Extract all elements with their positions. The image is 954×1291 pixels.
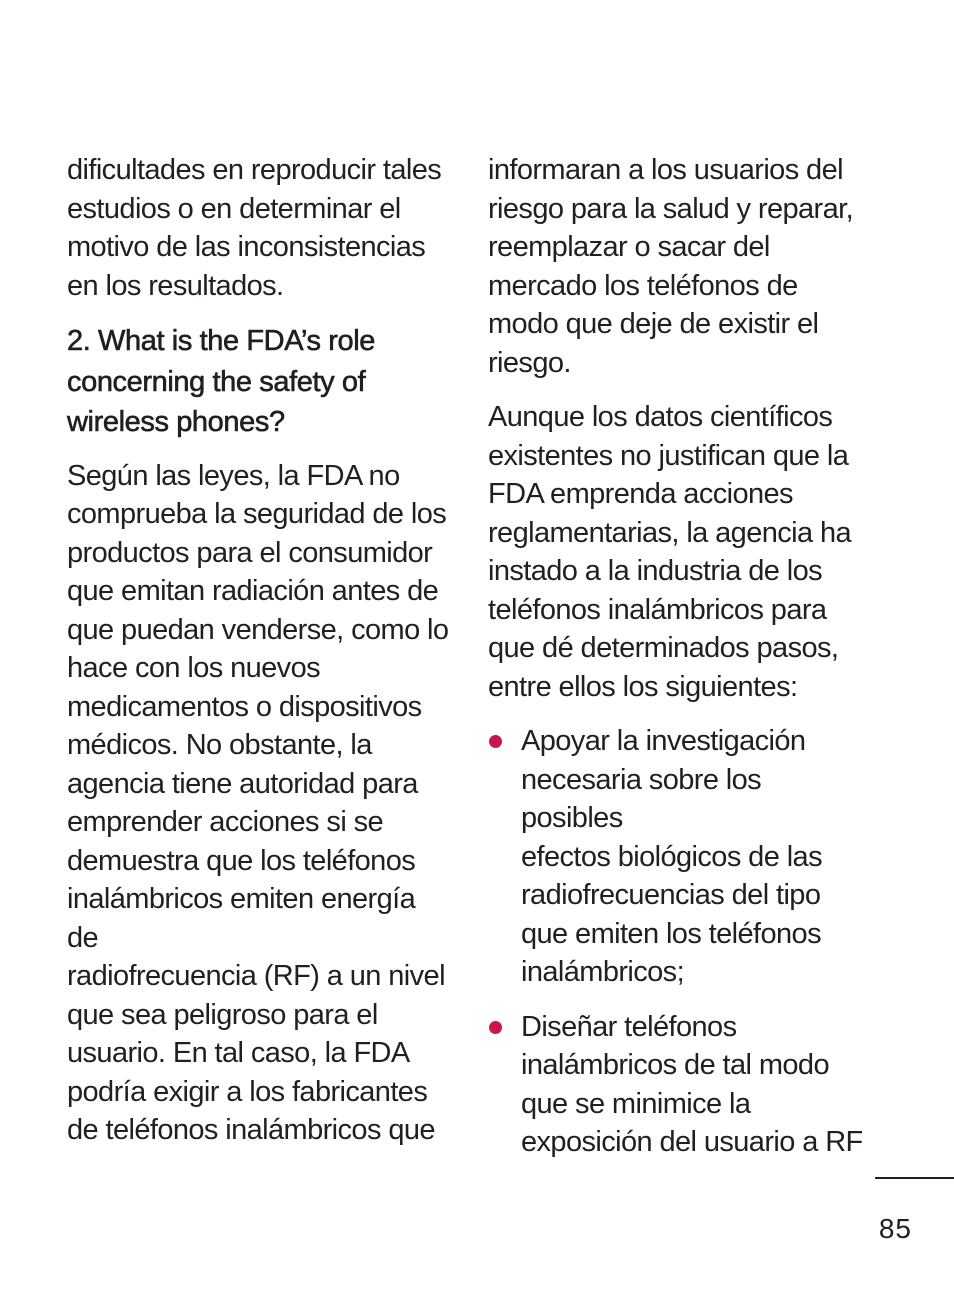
right-paragraph-industry-steps: Aunque los datos científicos existentes no justifican que la FDA emprenda acciones reglamentarias, la agencia ha instado a la industria de los teléfonos inalámbricos para que dé determinados pasos, entre ellos los siguientes: (488, 401, 852, 703)
bullet-item-text: Diseñar teléfonos inalámbricos de tal modo que se minimice la exposición del usuario a RF (521, 1010, 863, 1158)
bullet-item-text: Apoyar la investigación necesaria sobre los posibles efectos biológicos de las radiofrecuencias del tipo que emiten los teléfonos inalámbricos; (521, 725, 822, 988)
right-paragraph-continuation: informaran a los usuarios del riesgo para la salud y reparar, reemplazar o sacar del mercado los teléfonos de modo que deje de existir el riesgo. (488, 154, 854, 379)
left-column (67, 151, 453, 1166)
bullet-list (488, 722, 868, 1162)
page-number: 85 (878, 1213, 912, 1244)
left-paragraph-continuation: dificultades en reproducir tales estudios o en determinar el motivo de las inconsistencias en los resultados. (67, 154, 442, 302)
left-paragraph-fda-law: Según las leyes, la FDA no comprueba la seguridad de los productos para el consumidor que emitan radiación antes de que puedan venderse, como lo hace con los nuevos medicamentos o dispositivos médicos. No obstante, la agencia tiene autoridad para emprender acciones si se demuestra que los teléfonos inalámbricos emiten energía de radiofrecuencia (RF) a un nivel que sea peligroso para el usuario. En tal caso, la FDA podría exigir a los fabricantes de teléfonos inalámbricos que (67, 459, 449, 1146)
bullet-dot-icon (489, 1021, 502, 1034)
footer-divider (875, 1177, 954, 1179)
bullet-dot-icon (489, 735, 502, 748)
bullet-item (488, 1008, 868, 1162)
right-column (488, 151, 868, 1178)
section-heading-fda-role: 2. What is the FDA’s role concerning the safety of wireless phones? (67, 325, 376, 438)
bullet-item (488, 722, 868, 992)
